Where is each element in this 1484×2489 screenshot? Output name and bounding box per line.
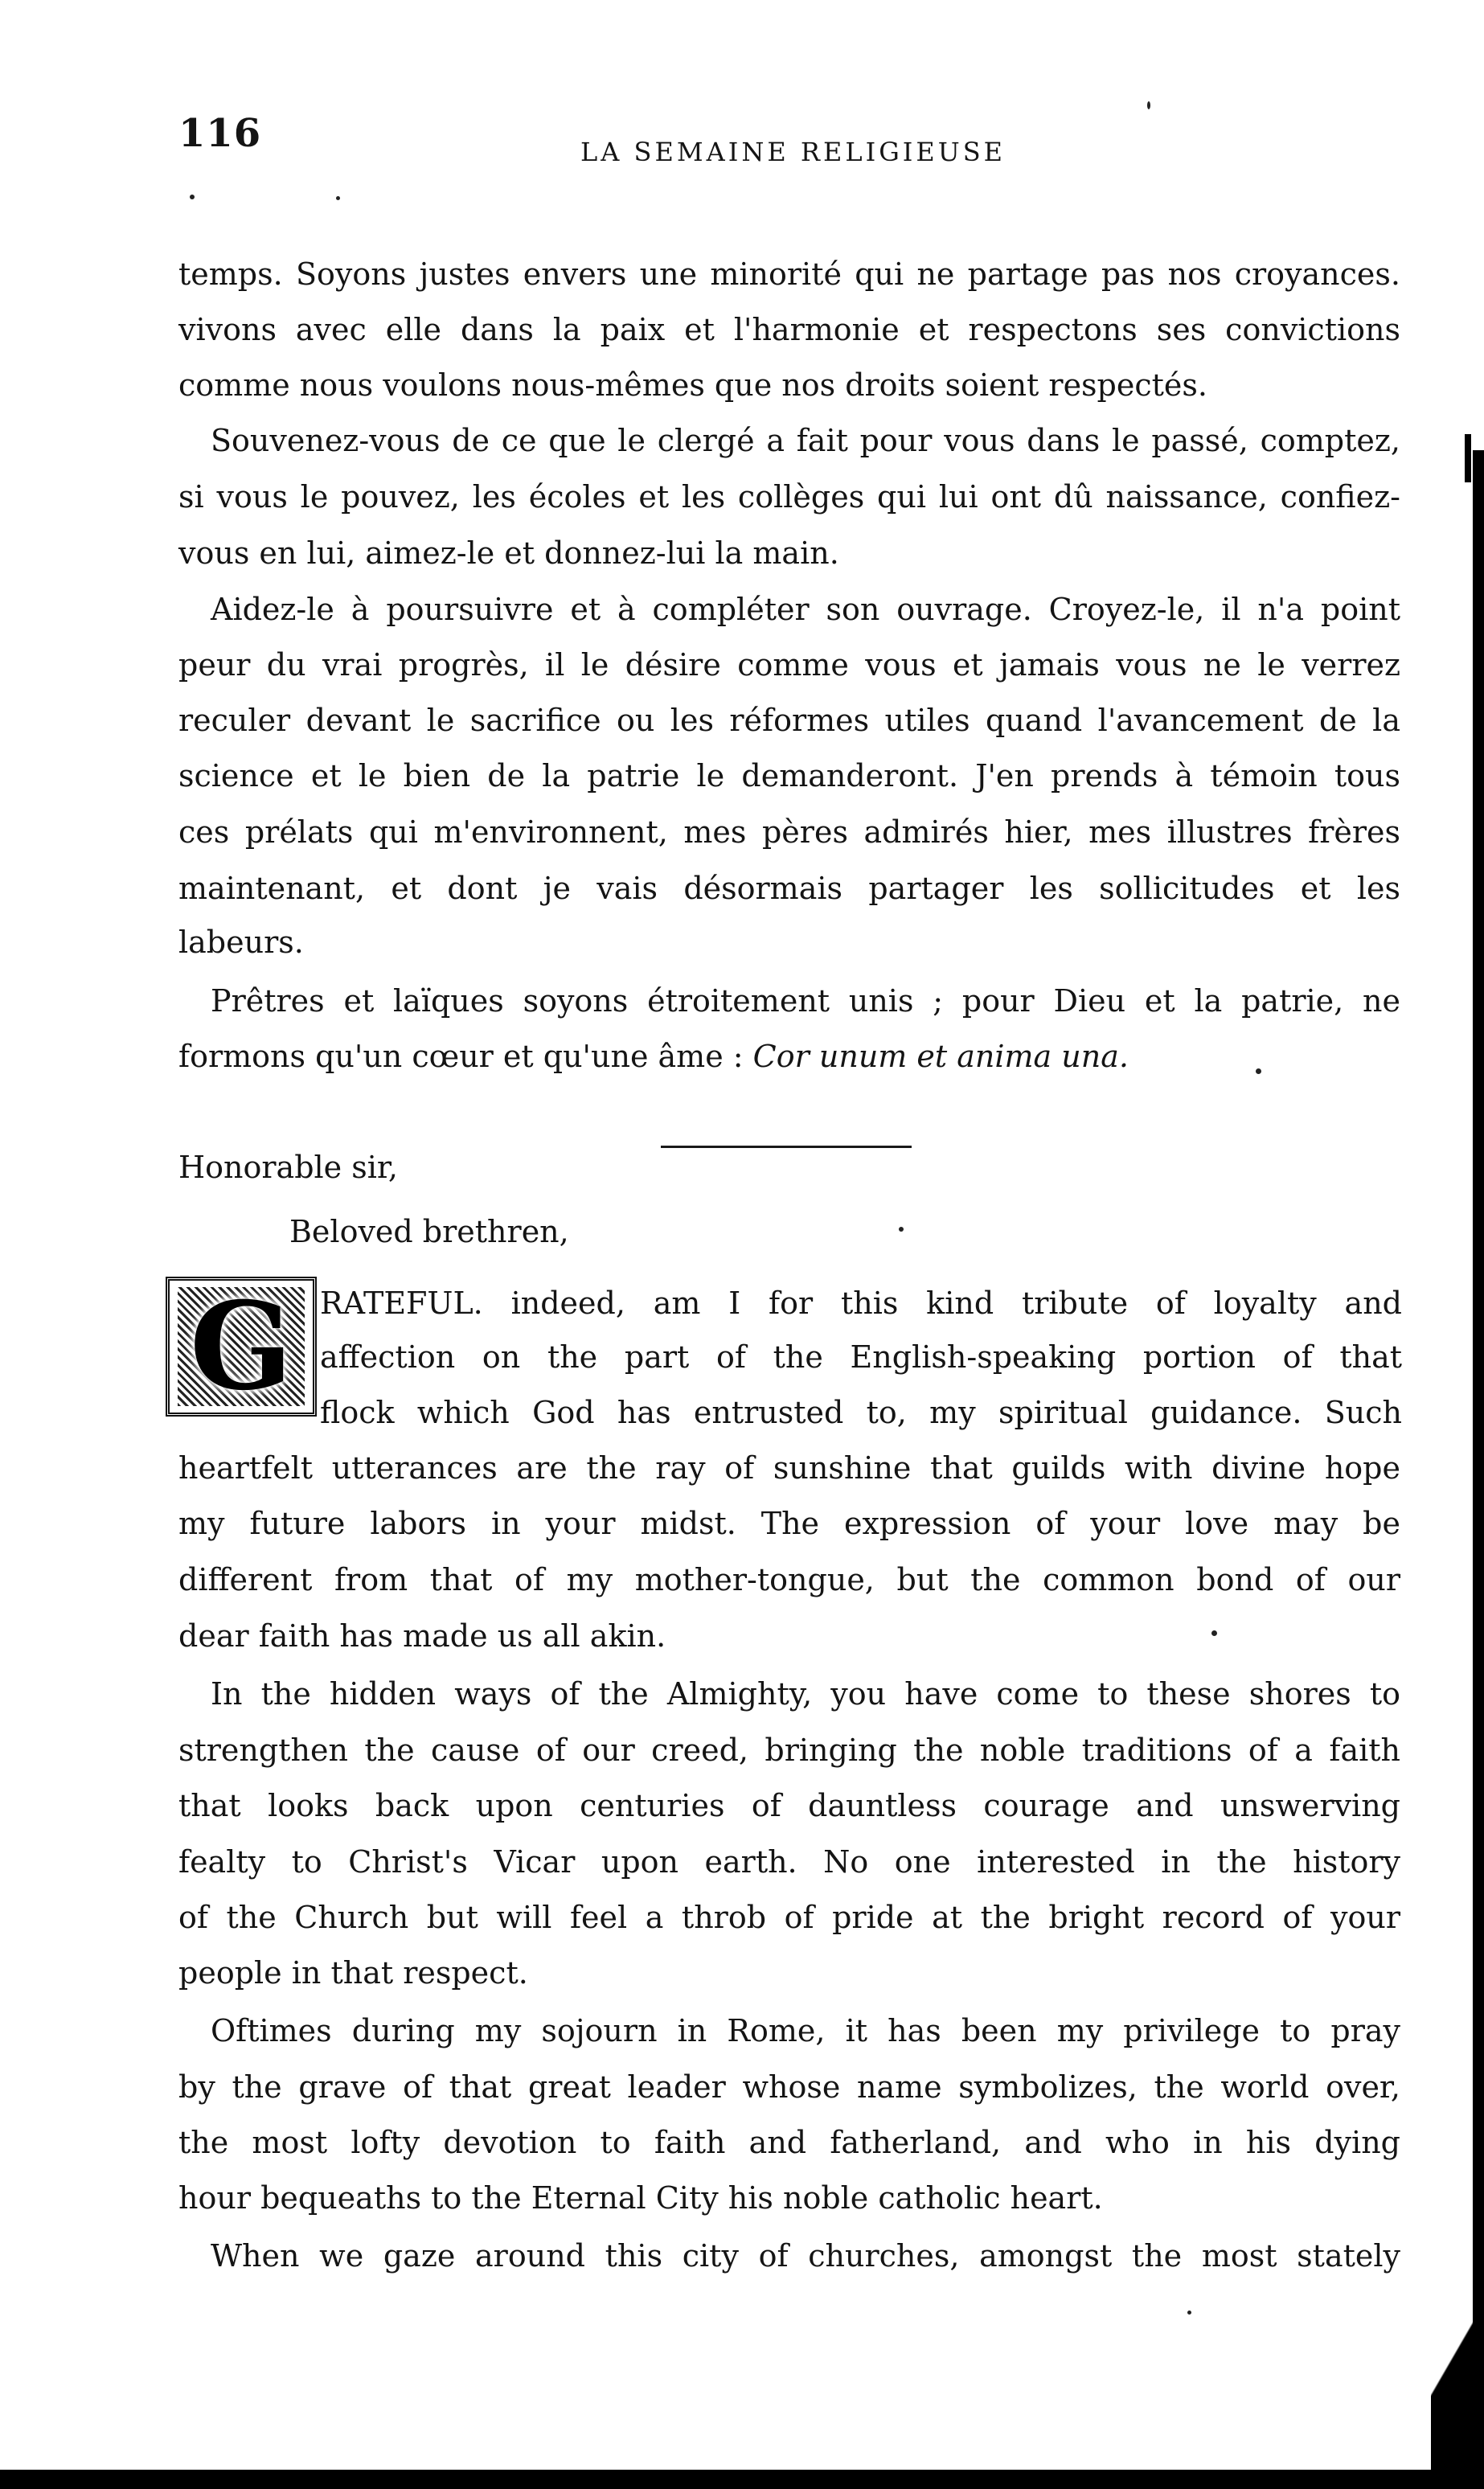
scan-speck	[1256, 1068, 1261, 1074]
text-line: Oftimes during my sojourn in Rome, it has been my privilege to pray	[211, 2013, 1400, 2048]
text-line: strengthen the cause of our creed, bringing the noble traditions of a faith	[178, 1732, 1400, 1768]
text-line: peur du vrai progrès, il le désire comme vous et jamais vous ne le verrez	[178, 647, 1400, 683]
text-span: formons qu'un cœur et qu'une âme :	[178, 1039, 744, 1074]
scan-speck	[899, 1227, 904, 1232]
text-line: Aidez-le à poursuivre et à compléter son ouvrage. Croyez-le, il n'a point	[211, 592, 1400, 627]
text-line: ces prélats qui m'environnent, mes pères admirés hier, mes illustres frères	[178, 814, 1400, 850]
text-line: RATEFUL. indeed, am I for this kind tribute of loyalty and	[320, 1286, 1402, 1321]
text-line: Souvenez-vous de ce que le clergé a fait pour vous dans le passé, comptez,	[211, 423, 1400, 458]
scan-edge	[1465, 434, 1471, 482]
page-number: 116	[178, 111, 262, 156]
text-line: different from that of my mother-tongue, but the common bond of our	[178, 1562, 1400, 1597]
scan-speck	[190, 195, 195, 199]
text-line: people in that respect.	[178, 1955, 528, 1991]
text-line: affection on the part of the English-speaking portion of that	[320, 1339, 1402, 1375]
text-line: dear faith has made us all akin.	[178, 1618, 666, 1654]
text-line: heartfelt utterances are the ray of sunshine that guilds with divine hope	[178, 1450, 1400, 1486]
text-line: When we gaze around this city of churches, amongst the most stately	[211, 2238, 1400, 2274]
text-line: Prêtres et laïques soyons étroitement unis ; pour Dieu et la patrie, ne	[211, 983, 1400, 1019]
scan-speck	[1147, 101, 1150, 109]
scan-edge	[1431, 2251, 1484, 2476]
text-line: si vous le pouvez, les écoles et les collèges qui lui ont dû naissance, confiez-	[178, 479, 1400, 515]
text-line: of the Church but will feel a throb of pride at the bright record of your	[178, 1900, 1400, 1935]
text-line: by the grave of that great leader whose name symbolizes, the world over,	[178, 2069, 1400, 2105]
text-line: the most lofty devotion to faith and fatherland, and who in his dying	[178, 2125, 1400, 2160]
text-line: flock which God has entrusted to, my spiritual guidance. Such	[320, 1395, 1402, 1430]
scan-speck	[336, 196, 340, 200]
text-line: temps. Soyons justes envers une minorité qui ne partage pas nos croyances.	[178, 256, 1400, 292]
text-line: that looks back upon centuries of dauntless courage and unswerving	[178, 1788, 1400, 1823]
text-line: hour bequeaths to the Eternal City his noble catholic heart.	[178, 2180, 1103, 2216]
latin-motto: Cor unum et anima una.	[752, 1039, 1129, 1074]
running-title: LA SEMAINE RELIGIEUSE	[580, 137, 1006, 167]
scan-edge	[1473, 450, 1484, 2489]
text-line: In the hidden ways of the Almighty, you have come to these shores to	[211, 1676, 1400, 1712]
decorative-initial	[166, 1277, 317, 1417]
initial-letter: G	[189, 1276, 293, 1417]
text-line	[178, 1037, 1400, 1076]
salutation-line: Honorable sir,	[178, 1150, 398, 1185]
salutation-line: Beloved brethren,	[289, 1214, 569, 1249]
scan-edge	[0, 2470, 1484, 2489]
scan-speck	[1211, 1630, 1217, 1636]
text-line: vous en lui, aimez-le et donnez-lui la main.	[178, 535, 839, 571]
text-line: maintenant, et dont je vais désormais partager les sollicitudes et les	[178, 871, 1400, 906]
text-line: fealty to Christ's Vicar upon earth. No one interested in the history	[178, 1844, 1400, 1880]
scan-speck	[1187, 2311, 1191, 2315]
text-line: reculer devant le sacrifice ou les réformes utiles quand l'avancement de la	[178, 703, 1400, 738]
text-line: vivons avec elle dans la paix et l'harmonie et respectons ses convictions	[178, 312, 1400, 347]
text-line: comme nous voulons nous-mêmes que nos droits soient respectés.	[178, 367, 1207, 403]
text-line: labeurs.	[178, 925, 304, 960]
text-line: science et le bien de la patrie le demanderont. J'en prends à témoin tous	[178, 758, 1400, 793]
text-line: my future labors in your midst. The expression of your love may be	[178, 1506, 1400, 1541]
